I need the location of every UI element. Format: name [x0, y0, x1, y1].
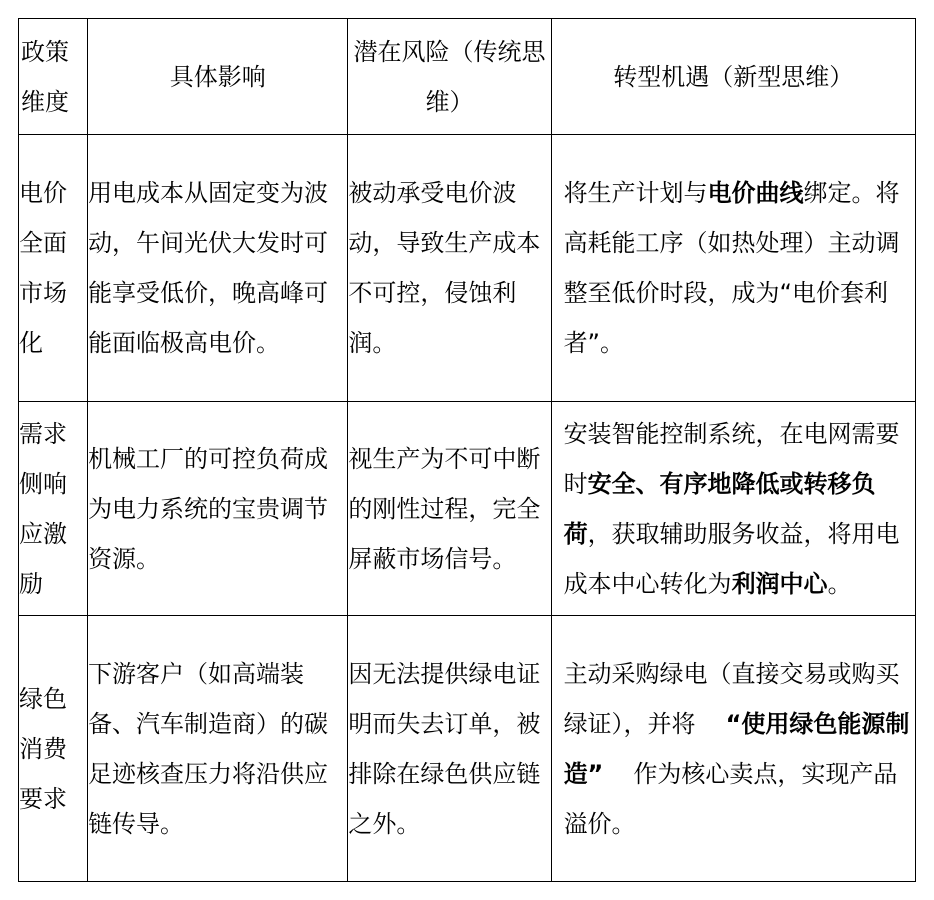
row-impact: 用电成本从固定变为波动，午间光伏大发时可能享受低价，晚高峰可能面临极高电价。: [88, 135, 348, 402]
row-opportunity: [551, 616, 915, 882]
header-transformation-opportunity: 转型机遇（新型思维）: [551, 19, 915, 135]
opportunity-highlight: “使用绿色能源制造”: [563, 709, 910, 788]
row-opportunity: [551, 402, 915, 616]
opportunity-highlight: 电价曲线: [707, 179, 804, 207]
table-row: [19, 402, 916, 616]
header-policy-dimension: 政策维度: [19, 19, 88, 135]
opportunity-text: 绑定。将高耗能工序（如热处理）主动调整至低价时段，成为“电价套利者”。: [563, 179, 900, 357]
opportunity-text: 安装智能控制系统，在电网需要时: [563, 419, 900, 498]
policy-table: [18, 18, 916, 882]
row-impact: 下游客户（如高端装备、汽车制造商）的碳足迹核查压力将沿供应链传导。: [88, 616, 348, 882]
row-opportunity: [551, 135, 915, 402]
table-header-row: [19, 19, 916, 135]
table-row: [19, 135, 916, 402]
opportunity-text: 。: [827, 569, 852, 598]
header-potential-risk: 潜在风险（传统思维）: [348, 19, 551, 135]
opportunity-highlight: 利润中心: [731, 569, 828, 598]
row-risk: 因无法提供绿电证明而失去订单，被排除在绿色供应链之外。: [348, 616, 551, 882]
opportunity-text: ，获取辅助服务收益，将用电成本中心转化为: [563, 519, 900, 598]
opportunity-text: 将生产计划与: [563, 179, 708, 207]
opportunity-text: 主动采购绿电（直接交易或购买绿证），并将: [563, 659, 900, 738]
row-dimension: 绿色消费要求: [19, 616, 88, 882]
header-specific-impact: 具体影响: [88, 19, 348, 135]
row-dimension: 电价全面市场化: [19, 135, 88, 402]
opportunity-highlight: 安全、有序地降低或转移负荷: [563, 469, 876, 548]
table-row: [19, 616, 916, 882]
row-risk: 视生产为不可中断的刚性过程，完全屏蔽市场信号。: [348, 402, 551, 616]
opportunity-text: 作为核心卖点，实现产品溢价。: [563, 759, 898, 838]
row-impact: 机械工厂的可控负荷成为电力系统的宝贵调节资源。: [88, 402, 348, 616]
row-dimension: 需求侧响应激励: [19, 402, 88, 616]
row-risk: 被动承受电价波动，导致生产成本不可控，侵蚀利润。: [348, 135, 551, 402]
